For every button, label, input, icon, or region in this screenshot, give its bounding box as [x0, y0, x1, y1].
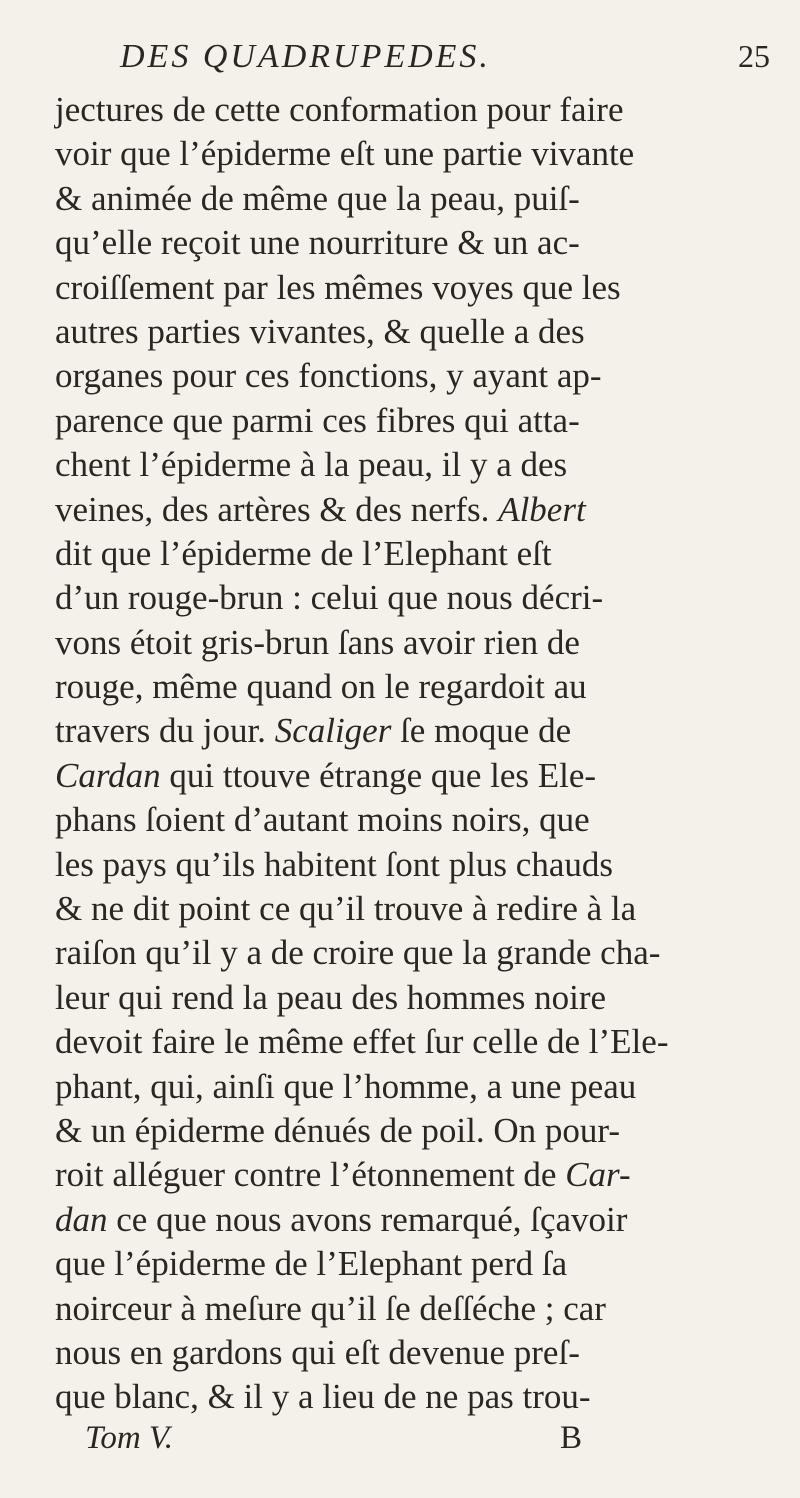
text-segment: que l’épiderme de l’Elephant perd ſa [55, 1244, 568, 1284]
text-segment: qui ttouve étrange que les Ele- [160, 755, 597, 795]
text-line [55, 621, 790, 665]
text-line [55, 709, 790, 753]
text-line [55, 532, 790, 576]
text-segment: ce que nous avons remarqué, ſçavoir [107, 1199, 628, 1239]
running-head: DES QUADRUPEDES. [120, 38, 491, 75]
text-line [55, 1331, 790, 1375]
volume-signature: Tom V. [85, 1420, 174, 1456]
text-segment: phant, qui, ainſi que l’homme, a une peau [55, 1066, 637, 1106]
text-line [55, 132, 790, 176]
text-line [55, 354, 790, 398]
text-segment: travers du jour. [55, 711, 275, 751]
text-segment: parence que parmi ces fibres qui atta- [55, 400, 580, 440]
text-segment: & animée de même que la peau, puiſ- [55, 178, 580, 218]
italic-name: Albert [498, 489, 586, 529]
text-segment: phans ſoient d’autant moins noirs, que [55, 800, 590, 840]
text-line [55, 310, 790, 354]
text-segment: roit alléguer contre l’étonnement de [55, 1155, 566, 1195]
text-line [55, 1020, 790, 1064]
text-line [55, 754, 790, 798]
text-line [55, 1198, 790, 1242]
text-line [55, 798, 790, 842]
text-segment: voir que l’épiderme eſt une partie vivante [55, 134, 635, 174]
text-line [55, 887, 790, 931]
text-segment: vons étoit gris-brun ſans avoir rien de [55, 622, 580, 662]
text-segment: veines, des artères & des nerfs. [55, 489, 499, 529]
text-line [55, 1153, 790, 1197]
text-segment: dit que l’épiderme de l’Elephant eſt [55, 533, 552, 573]
text-segment: & un épiderme dénués de poil. On pour- [55, 1110, 620, 1150]
page-footer [55, 1420, 790, 1464]
text-segment: noirceur à meſure qu’il ſe deſſéche ; car [55, 1288, 606, 1328]
text-line [55, 221, 790, 265]
page-number: 25 [738, 38, 770, 74]
text-line [55, 443, 790, 487]
text-line [55, 177, 790, 221]
italic-name: Cardan [55, 755, 161, 795]
text-segment: devoit faire le même effet ſur celle de l’Ele- [55, 1022, 669, 1062]
text-segment: jectures de cette conformation pour faire [55, 90, 624, 129]
text-segment: qu’elle reçoit une nourriture & un ac- [55, 223, 580, 263]
body-text [55, 88, 790, 1420]
text-segment: les pays qu’ils habitent ſont plus chauds [55, 844, 613, 884]
text-line [55, 931, 790, 975]
text-line [55, 1375, 790, 1419]
text-segment: organes pour ces fonctions, y ayant ap- [55, 356, 602, 396]
text-segment: autres parties vivantes, & quelle a des [55, 311, 585, 351]
text-line [55, 488, 790, 532]
text-line [55, 976, 790, 1020]
text-segment: leur qui rend la peau des hommes noire [55, 977, 607, 1017]
text-segment: & ne dit point ce qu’il trouve à redire à la [55, 889, 637, 929]
text-line [55, 1065, 790, 1109]
text-segment: ſe moque de [391, 711, 572, 751]
text-segment: nous en gardons qui eſt devenue preſ- [55, 1332, 580, 1372]
text-line [55, 88, 790, 132]
text-line [55, 1287, 790, 1331]
text-segment: raiſon qu’il y a de croire que la grande cha- [55, 933, 661, 973]
italic-name: dan [55, 1199, 108, 1239]
text-line [55, 665, 790, 709]
text-segment: croiſſement par les mêmes voyes que les [55, 267, 621, 307]
italic-name: Scaliger [274, 711, 392, 751]
text-segment: que blanc, & il y a lieu de ne pas trou- [55, 1377, 591, 1417]
text-line [55, 266, 790, 310]
page-header [40, 38, 780, 88]
text-line [55, 1109, 790, 1153]
text-line [55, 843, 790, 887]
text-segment: chent l’épiderme à la peau, il y a des [55, 445, 568, 485]
text-segment: d’un rouge-brun : celui que nous décri- [55, 578, 604, 618]
italic-name: Car- [565, 1155, 631, 1195]
text-line [55, 399, 790, 443]
text-line [55, 1242, 790, 1286]
gathering-mark: B [560, 1420, 583, 1456]
text-line [55, 576, 790, 620]
text-segment: rouge, même quand on le regardoit au [55, 667, 587, 707]
